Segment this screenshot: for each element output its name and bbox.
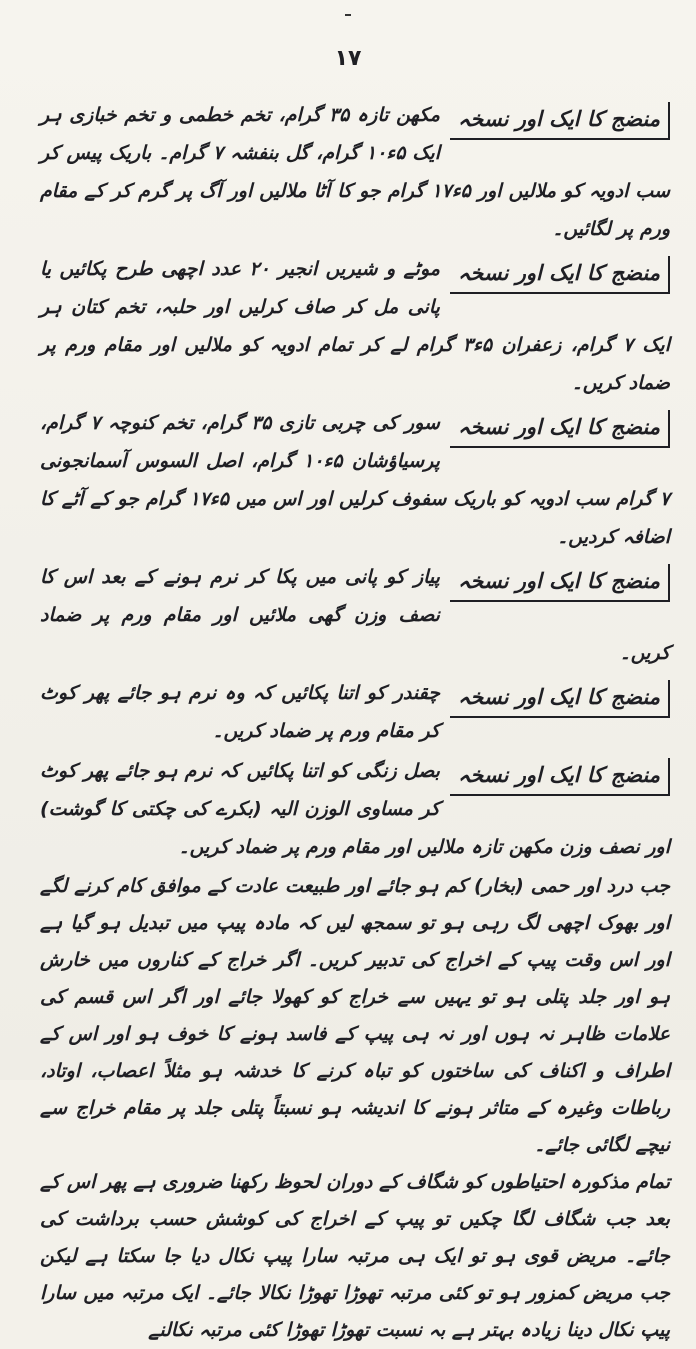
recipe-text: چقندر کو اتنا پکائیں کہ وہ نرم ہو جائے پھر کوٹ کر مقام ورم پر ضماد کریں۔ [40,682,440,742]
recipe-text: بصل زنگی کو اتنا پکائیں کہ نرم ہو جائے پھر کوٹ کر مساوی الوزن الیہ (بکرے کی چکتی کا گوشت) اور نصف وزن مکھن تازہ ملالیں اور مقام ورم پر ضماد کریں۔ [40,760,670,858]
recipe-text: مکھن تازہ ۳۵ گرام، تخم خطمی و تخم خبازی ہر ایک ۵ء۱۰ گرام، گل بنفشہ ۷ گرام۔ باریک پیس کر سب ادویہ کو ملالیں اور ۵ء۱۷ گرام جو کا آٹا ملالیں اور آگ پر گرم کر کے مقام ورم پر لگائیں۔ [40,104,670,240]
body-paragraph: تمام مذکورہ احتیاطوں کو شگاف کے دوران لحوظ رکھنا ضروری ہے پھر اس کے بعد جب شگاف لگا چکیں تو پیپ کے اخراج کی کوشش حسب برداشت کی جائے۔ مریض قوی ہو تو ایک ہی مرتبہ سارا پیپ نکال دیا جا سکتا ہے لیکن جب مریض کمزور ہو تو کئی مرتبہ تھوڑا تھوڑا نکالا جائے۔ ایک مرتبہ میں سارا پیپ نکال دینا زیادہ بہتر ہے بہ نسبت تھوڑا تھوڑا کئی مرتبہ نکالنے [40,1171,670,1341]
recipe-block [40,250,670,402]
recipe-block [40,404,670,556]
recipe-heading: منضج کا ایک اور نسخہ [450,680,670,718]
recipe-heading: منضج کا ایک اور نسخہ [450,564,670,602]
page-number: ۱۷ [334,46,362,71]
top-mark [345,14,351,16]
recipe-block [40,752,670,866]
recipe-heading: منضج کا ایک اور نسخہ [450,758,670,796]
recipe-heading: منضج کا ایک اور نسخہ [450,256,670,294]
body-paragraph: جب درد اور حمی (بخار) کم ہو جائے اور طبیعت عادت کے موافق کام کرنے لگے اور بھوک اچھی لگ رہی ہو تو سمجھ لیں کہ مادہ پیپ میں تبدیل ہو گیا ہے اور اس وقت پیپ کے اخراج کی تدبیر کریں۔ اگر خراج کے کناروں میں خارش ہو اور جلد پتلی ہو تو یہیں سے خراج کو کھولا جائے اور اگر اس قسم کی علامات ظاہر نہ ہوں اور نہ ہی پیپ کے فاسد ہونے کا خوف ہو اور اس کے اطراف و اکناف کی ساختوں کو تباہ کرنے کا خدشہ ہو مثلاً اعصاب، اوتاد، رباطات وغیرہ کے متاثر ہونے کا اندیشہ ہو نسبتاً پتلی جلد پر مقام خراج سے نیچے لگائی جائے۔ [40,875,670,1156]
recipe-block [40,674,670,750]
recipe-heading: منضج کا ایک اور نسخہ [450,102,670,140]
recipe-heading: منضج کا ایک اور نسخہ [450,410,670,448]
recipe-block [40,558,670,672]
recipe-text: پیاز کو پانی میں پکا کر نرم ہونے کے بعد اس کا نصف وزن گھی ملائیں اور مقام ورم پر ضماد کریں۔ [40,566,670,664]
page-body [40,96,670,1349]
recipe-block [40,96,670,248]
recipe-text: سور کی چربی تازی ۳۵ گرام، تخم کنوچہ ۷ گرام، پرسیاؤشان ۵ء۱۰ گرام، اصل السوس آسمانجونی ۷ گرام سب ادویہ کو باریک سفوف کرلیں اور اس میں ۵ء۱۷ گرام جو کے آٹے کا اضافہ کردیں۔ [40,412,670,548]
recipe-text: موٹے و شیریں انجیر ۲۰ عدد اچھی طرح پکائیں یا پانی مل کر صاف کرلیں اور حلبہ، تخم کتان ہر ایک ۷ گرام، زعفران ۵ء۳ گرام لے کر تمام ادویہ کو ملالیں اور مقام ورم پر ضماد کریں۔ [40,258,670,394]
